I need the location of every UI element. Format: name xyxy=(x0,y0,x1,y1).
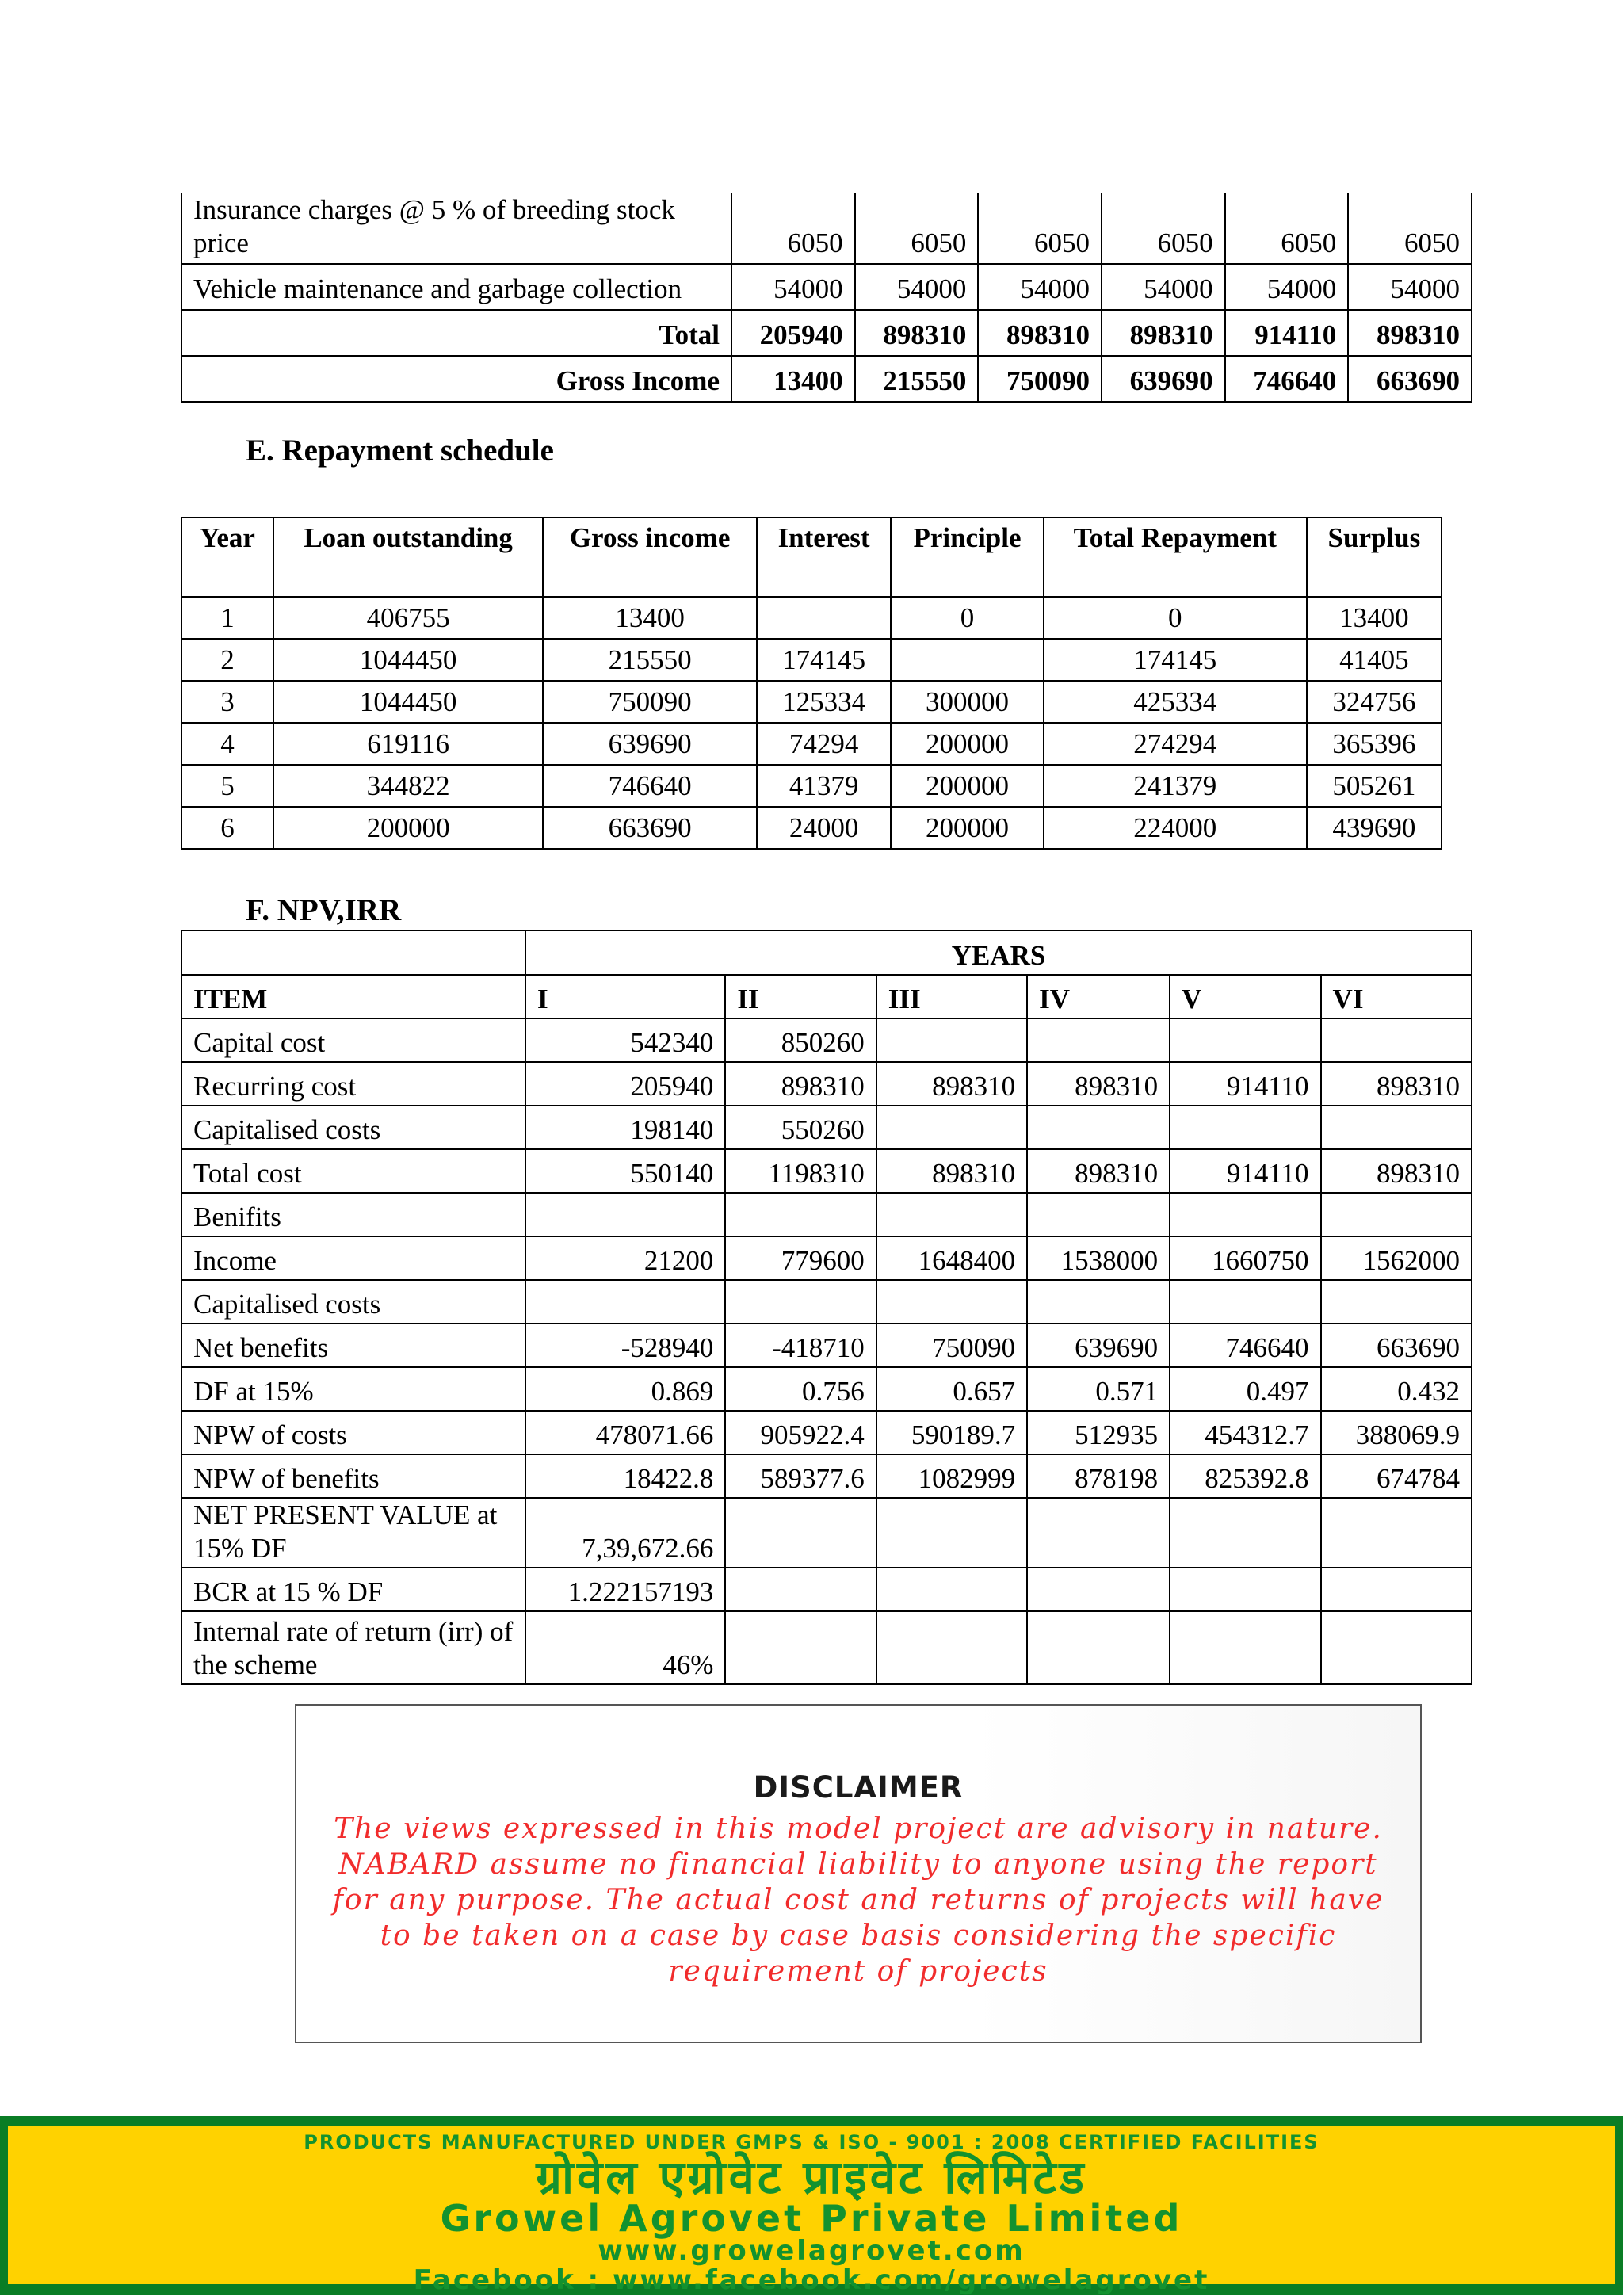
row-label: Gross Income xyxy=(181,356,731,402)
table-row xyxy=(181,1193,1472,1236)
table-cell: 0.432 xyxy=(1321,1367,1472,1411)
table-cell xyxy=(876,1193,1027,1236)
table-cell xyxy=(891,639,1044,681)
row-label: DF at 15% xyxy=(181,1367,525,1411)
table-cell xyxy=(1321,1280,1472,1324)
table-cell: 914110 xyxy=(1170,1149,1320,1193)
table-cell xyxy=(1321,1498,1472,1568)
table-cell xyxy=(1170,1280,1320,1324)
table-cell: 174145 xyxy=(757,639,891,681)
table-cell: -528940 xyxy=(525,1324,725,1367)
table-cell: 3 xyxy=(181,681,273,723)
table-cell: 224000 xyxy=(1044,807,1307,849)
table-cell: 674784 xyxy=(1321,1454,1472,1498)
banner-certification: PRODUCTS MANUFACTURED UNDER GMPS & ISO - 9001 : 2008 CERTIFIED FACILITIES xyxy=(304,2131,1319,2153)
table-cell: 898310 xyxy=(855,310,979,356)
table-cell: 898310 xyxy=(876,1062,1027,1106)
table-cell: 663690 xyxy=(543,807,757,849)
row-label: NPW of costs xyxy=(181,1411,525,1454)
table-cell: 1198310 xyxy=(725,1149,876,1193)
table-cell: 914110 xyxy=(1225,310,1349,356)
row-label: Internal rate of return (irr) of the scheme xyxy=(181,1611,525,1684)
table-row xyxy=(181,1611,1472,1684)
table-cell xyxy=(876,1568,1027,1611)
column-header: Principle xyxy=(891,518,1044,597)
years-header: YEARS xyxy=(525,930,1472,975)
table-cell xyxy=(525,1193,725,1236)
table-cell xyxy=(876,1280,1027,1324)
table-cell: 619116 xyxy=(273,723,543,765)
table-cell: 425334 xyxy=(1044,681,1307,723)
table-cell: 54000 xyxy=(1102,264,1225,310)
banner-company-hindi: ग्रोवेल एग्रोवेट प्राइवेट लिमिटेड xyxy=(536,2150,1087,2204)
table-row xyxy=(181,1367,1472,1411)
table-cell: 505261 xyxy=(1307,765,1442,807)
table-cell: 542340 xyxy=(525,1018,725,1062)
table-cell: 639690 xyxy=(1027,1324,1170,1367)
table-row xyxy=(181,681,1442,723)
table-row xyxy=(181,723,1442,765)
disclaimer-text: The views expressed in this model project are advisory in nature. NABARD assume no financial liability to anyone using the report for any purpose. The actual cost and returns of projects will have to be taken on a case by case basis considering the specific requirement of projects xyxy=(332,1813,1384,1988)
table-cell: 6050 xyxy=(978,193,1102,264)
table-cell: 0.657 xyxy=(876,1367,1027,1411)
table-cell: 454312.7 xyxy=(1170,1411,1320,1454)
table-cell: 13400 xyxy=(731,356,855,402)
row-label: Total xyxy=(181,310,731,356)
table-cell xyxy=(1321,1568,1472,1611)
table-cell: 215550 xyxy=(543,639,757,681)
repayment-table xyxy=(181,517,1442,850)
table-cell: 898310 xyxy=(1321,1149,1472,1193)
table-cell xyxy=(757,597,891,639)
table-cell xyxy=(1027,1611,1170,1684)
table-cell xyxy=(1321,1611,1472,1684)
table-cell: 0 xyxy=(1044,597,1307,639)
table-cell: 898310 xyxy=(876,1149,1027,1193)
table-cell xyxy=(1027,1018,1170,1062)
table-cell: 898310 xyxy=(978,310,1102,356)
row-label: Recurring cost xyxy=(181,1062,525,1106)
table-cell: 746640 xyxy=(543,765,757,807)
table-cell: 6 xyxy=(181,807,273,849)
table-cell: 21200 xyxy=(525,1236,725,1280)
year-header: VI xyxy=(1321,975,1472,1018)
table-cell: 13400 xyxy=(543,597,757,639)
year-header: III xyxy=(876,975,1027,1018)
table-cell: 898310 xyxy=(1348,310,1472,356)
column-header: Interest xyxy=(757,518,891,597)
table-cell: 1648400 xyxy=(876,1236,1027,1280)
table-cell: 6050 xyxy=(731,193,855,264)
table-cell: 589377.6 xyxy=(725,1454,876,1498)
table-cell: 550140 xyxy=(525,1149,725,1193)
table-cell: 1660750 xyxy=(1170,1236,1320,1280)
table-cell: 274294 xyxy=(1044,723,1307,765)
year-header: V xyxy=(1170,975,1320,1018)
table-cell: 898310 xyxy=(1102,310,1225,356)
table-cell: 746640 xyxy=(1170,1324,1320,1367)
table-cell: 750090 xyxy=(978,356,1102,402)
table-cell xyxy=(1027,1106,1170,1149)
table-cell xyxy=(1321,1106,1472,1149)
disclaimer-box xyxy=(295,1704,1422,2043)
npv-heading: F. NPV,IRR xyxy=(246,893,402,927)
table-cell: 2 xyxy=(181,639,273,681)
table-row xyxy=(181,1324,1472,1367)
table-cell xyxy=(1321,1193,1472,1236)
table-cell: 200000 xyxy=(273,807,543,849)
table-row xyxy=(181,639,1442,681)
table-cell: 54000 xyxy=(731,264,855,310)
table-cell: 198140 xyxy=(525,1106,725,1149)
table-cell: 5 xyxy=(181,765,273,807)
table-cell xyxy=(1027,1498,1170,1568)
table-cell: 365396 xyxy=(1307,723,1442,765)
table-cell: 779600 xyxy=(725,1236,876,1280)
table-row xyxy=(181,807,1442,849)
table-row xyxy=(181,1018,1472,1062)
table-cell xyxy=(1170,1611,1320,1684)
table-cell xyxy=(876,1018,1027,1062)
row-label: NPW of benefits xyxy=(181,1454,525,1498)
cost-table xyxy=(181,193,1472,403)
table-cell: 0.497 xyxy=(1170,1367,1320,1411)
table-cell: 54000 xyxy=(855,264,979,310)
table-cell: 1.222157193 xyxy=(525,1568,725,1611)
table-cell: 878198 xyxy=(1027,1454,1170,1498)
table-cell: 914110 xyxy=(1170,1062,1320,1106)
table-cell: 0.869 xyxy=(525,1367,725,1411)
table-cell: 1 xyxy=(181,597,273,639)
row-label: Capitalised costs xyxy=(181,1106,525,1149)
repayment-heading: E. Repayment schedule xyxy=(246,434,554,468)
table-cell: 324756 xyxy=(1307,681,1442,723)
table-cell: 54000 xyxy=(978,264,1102,310)
npv-irr-table xyxy=(181,930,1472,1685)
table-cell: 74294 xyxy=(757,723,891,765)
table-cell: 746640 xyxy=(1225,356,1349,402)
table-cell: 825392.8 xyxy=(1170,1454,1320,1498)
row-label: NET PRESENT VALUE at 15% DF xyxy=(181,1498,525,1568)
table-cell xyxy=(725,1280,876,1324)
table-cell xyxy=(1027,1568,1170,1611)
table-row xyxy=(181,1149,1472,1193)
table-cell: 905922.4 xyxy=(725,1411,876,1454)
table-cell xyxy=(1027,1280,1170,1324)
table-row xyxy=(181,1411,1472,1454)
row-label: Total cost xyxy=(181,1149,525,1193)
table-cell: 750090 xyxy=(543,681,757,723)
row-label: Net benefits xyxy=(181,1324,525,1367)
table-row xyxy=(181,1236,1472,1280)
table-cell: 663690 xyxy=(1348,356,1472,402)
table-cell: 6050 xyxy=(1348,193,1472,264)
table-cell: 439690 xyxy=(1307,807,1442,849)
table-cell: 898310 xyxy=(725,1062,876,1106)
row-label: Benifits xyxy=(181,1193,525,1236)
table-cell: 41379 xyxy=(757,765,891,807)
table-cell: 639690 xyxy=(1102,356,1225,402)
table-cell: 478071.66 xyxy=(525,1411,725,1454)
table-cell xyxy=(1027,1193,1170,1236)
year-header: II xyxy=(725,975,876,1018)
table-cell: 18422.8 xyxy=(525,1454,725,1498)
row-label: BCR at 15 % DF xyxy=(181,1568,525,1611)
table-cell: 6050 xyxy=(855,193,979,264)
table-cell: 241379 xyxy=(1044,765,1307,807)
table-cell: 344822 xyxy=(273,765,543,807)
table-cell: 1082999 xyxy=(876,1454,1027,1498)
table-cell: 590189.7 xyxy=(876,1411,1027,1454)
table-row xyxy=(181,310,1472,356)
table-cell: 1044450 xyxy=(273,681,543,723)
table-cell: 6050 xyxy=(1102,193,1225,264)
table-row xyxy=(181,1454,1472,1498)
table-cell: 1044450 xyxy=(273,639,543,681)
year-header: IV xyxy=(1027,975,1170,1018)
table-cell: 388069.9 xyxy=(1321,1411,1472,1454)
disclaimer-title: DISCLAIMER xyxy=(753,1771,964,1805)
table-cell xyxy=(1321,1018,1472,1062)
table-cell: 205940 xyxy=(731,310,855,356)
table-cell: 200000 xyxy=(891,807,1044,849)
column-header: Loan outstanding xyxy=(273,518,543,597)
table-cell: 41405 xyxy=(1307,639,1442,681)
table-cell: 6050 xyxy=(1225,193,1349,264)
table-row xyxy=(181,765,1442,807)
table-cell: 200000 xyxy=(891,765,1044,807)
table-cell: 46% xyxy=(525,1611,725,1684)
table-cell: 850260 xyxy=(725,1018,876,1062)
table-cell xyxy=(725,1498,876,1568)
table-cell: 898310 xyxy=(1321,1062,1472,1106)
column-header: Total Repayment xyxy=(1044,518,1307,597)
table-cell: 639690 xyxy=(543,723,757,765)
table-cell: 215550 xyxy=(855,356,979,402)
column-header: Year xyxy=(181,518,273,597)
table-cell: 0.756 xyxy=(725,1367,876,1411)
year-header: I xyxy=(525,975,725,1018)
table-row xyxy=(181,1062,1472,1106)
table-cell: 125334 xyxy=(757,681,891,723)
table-cell xyxy=(876,1498,1027,1568)
item-header: ITEM xyxy=(181,975,525,1018)
table-cell xyxy=(725,1568,876,1611)
row-label: Capitalised costs xyxy=(181,1280,525,1324)
table-cell: 54000 xyxy=(1225,264,1349,310)
column-header: Gross income xyxy=(543,518,757,597)
table-row xyxy=(181,264,1472,310)
column-header: Surplus xyxy=(1307,518,1442,597)
table-cell: 1538000 xyxy=(1027,1236,1170,1280)
table-cell xyxy=(876,1106,1027,1149)
table-row xyxy=(181,1280,1472,1324)
table-cell: 7,39,672.66 xyxy=(525,1498,725,1568)
table-cell xyxy=(876,1611,1027,1684)
npv-corner-cell xyxy=(181,930,525,975)
table-cell: 24000 xyxy=(757,807,891,849)
banner-facebook-link[interactable]: Facebook : www.facebook.com/growelagrovet xyxy=(413,2264,1210,2296)
table-cell: 898310 xyxy=(1027,1062,1170,1106)
table-cell: 4 xyxy=(181,723,273,765)
table-cell: -418710 xyxy=(725,1324,876,1367)
table-cell: 550260 xyxy=(725,1106,876,1149)
banner-website-link[interactable]: www.growelagrovet.com xyxy=(598,2235,1025,2267)
table-cell: 0 xyxy=(891,597,1044,639)
table-cell xyxy=(525,1280,725,1324)
table-cell: 1562000 xyxy=(1321,1236,1472,1280)
table-row xyxy=(181,1106,1472,1149)
table-row xyxy=(181,1498,1472,1568)
table-row xyxy=(181,1568,1472,1611)
table-cell: 0.571 xyxy=(1027,1367,1170,1411)
table-row xyxy=(181,356,1472,402)
table-cell xyxy=(1170,1568,1320,1611)
table-cell xyxy=(1170,1193,1320,1236)
table-cell: 200000 xyxy=(891,723,1044,765)
row-label: Insurance charges @ 5 % of breeding stock price xyxy=(181,193,731,264)
row-label: Income xyxy=(181,1236,525,1280)
table-cell xyxy=(1170,1106,1320,1149)
row-label: Capital cost xyxy=(181,1018,525,1062)
company-banner xyxy=(0,2116,1623,2295)
table-cell: 898310 xyxy=(1027,1149,1170,1193)
table-cell: 406755 xyxy=(273,597,543,639)
row-label: Vehicle maintenance and garbage collection xyxy=(181,264,731,310)
table-cell: 174145 xyxy=(1044,639,1307,681)
table-cell: 205940 xyxy=(525,1062,725,1106)
table-cell: 13400 xyxy=(1307,597,1442,639)
table-cell: 300000 xyxy=(891,681,1044,723)
table-cell: 663690 xyxy=(1321,1324,1472,1367)
table-cell xyxy=(1170,1498,1320,1568)
banner-company-name: Growel Agrovet Private Limited xyxy=(440,2197,1183,2240)
table-cell xyxy=(725,1611,876,1684)
table-cell: 512935 xyxy=(1027,1411,1170,1454)
table-cell xyxy=(725,1193,876,1236)
table-row xyxy=(181,193,1472,264)
table-cell: 750090 xyxy=(876,1324,1027,1367)
table-cell: 54000 xyxy=(1348,264,1472,310)
table-cell xyxy=(1170,1018,1320,1062)
table-row xyxy=(181,597,1442,639)
